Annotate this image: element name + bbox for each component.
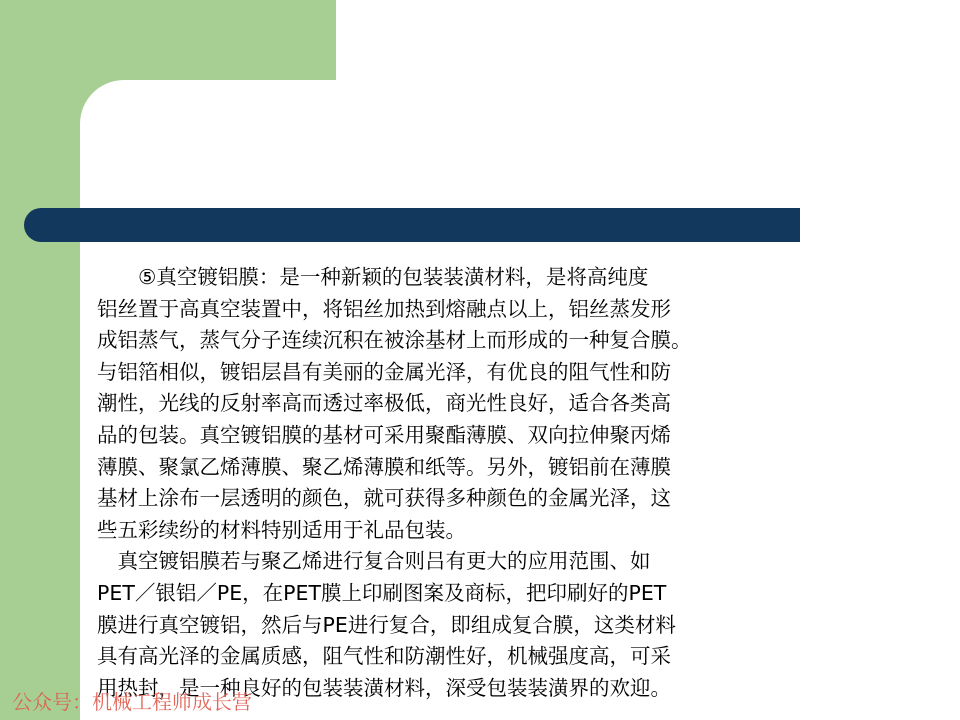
text-line: 用热封，是一种良好的包装装潢材料，深受包装装潢界的欢迎。 xyxy=(97,675,671,700)
text-line: ⑤真空镀铝膜：是一种新颖的包装装潢材料，是将高纯度 xyxy=(97,265,649,289)
text-line: 与铝箔相似，镀铝层昌有美丽的金属光泽，有优良的阻气性和防 xyxy=(97,359,671,384)
title-bar xyxy=(24,208,800,242)
text-line: 品的包装。真空镀铝膜的基材可采用聚酯薄膜、双向拉伸聚丙烯 xyxy=(97,422,671,447)
text-line: 潮性，光线的反射率高而透过率极低，商光性良好，适合各类高 xyxy=(97,391,671,416)
body-paragraphs xyxy=(97,262,797,704)
text-line: 膜进行真空镀铝，然后与PE进行复合，即组成复合膜，这类材料 xyxy=(97,612,676,637)
text-line: 薄膜、聚氯乙烯薄膜、聚乙烯薄膜和纸等。另外，镀铝前在薄膜 xyxy=(97,454,671,479)
text-line: 基材上涂布一层透明的颜色，就可获得多种颜色的金属光泽，这 xyxy=(97,486,671,511)
text-line: 铝丝置于高真空装置中，将铝丝加热到熔融点以上，铝丝蒸发形 xyxy=(97,296,671,321)
watermark-text: 公众号：机械工程师成长营 xyxy=(12,690,252,714)
text-line: 具有高光泽的金属质感，阻气性和防潮性好，机械强度高，可采 xyxy=(97,644,671,669)
text-line: PET／银铝／PE，在PET膜上印刷图案及商标，把印刷好的PET xyxy=(97,580,667,605)
text-line: 真空镀铝膜若与聚乙烯进行复合则吕有更大的应用范围、如 xyxy=(97,549,651,574)
text-line: 些五彩续纷的材料特别适用于礼品包装。 xyxy=(97,517,466,542)
text-line: 成铝蒸气，蒸气分子连续沉积在被涂基材上而形成的一种复合膜。 xyxy=(97,328,692,353)
